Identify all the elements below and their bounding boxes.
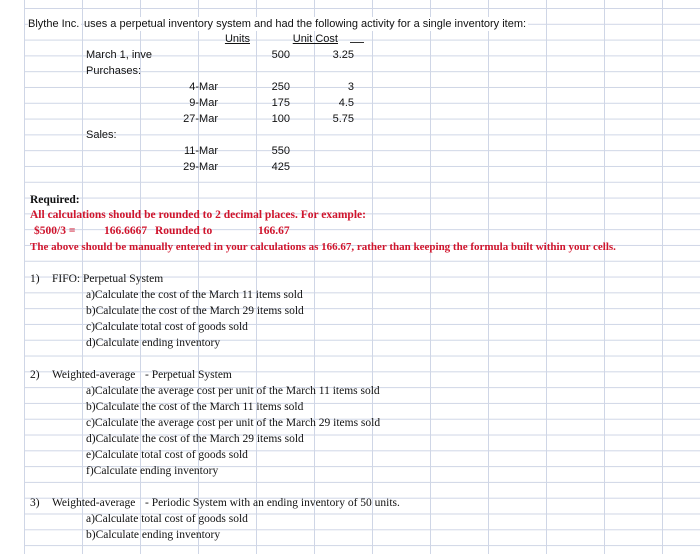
- q1-item[interactable]: a)Calculate the cost of the March 11 items sold: [86, 289, 303, 301]
- purchase-cost[interactable]: 3: [347, 81, 354, 93]
- q1-title[interactable]: FIFO: Perpetual System: [52, 273, 164, 285]
- q1-item[interactable]: c)Calculate total cost of goods sold: [86, 321, 248, 333]
- purchase-units[interactable]: 175: [271, 97, 290, 109]
- example-formula[interactable]: $500/3 =: [34, 225, 76, 237]
- sale-units[interactable]: 425: [271, 161, 290, 173]
- company-cell[interactable]: Blythe Inc.: [28, 18, 80, 30]
- q2-number: 2): [30, 369, 40, 381]
- q2-item[interactable]: f)Calculate ending inventory: [86, 465, 219, 477]
- underline-mark: [350, 42, 364, 43]
- q3-item[interactable]: a)Calculate total cost of goods sold: [86, 513, 248, 525]
- sale-date[interactable]: 11-Mar: [183, 145, 218, 157]
- q2-item[interactable]: d)Calculate the cost of the March 29 items sold: [86, 433, 304, 445]
- example-rounded-value[interactable]: 166.67: [258, 225, 290, 237]
- q1-item[interactable]: b)Calculate the cost of the March 29 items sold: [86, 305, 304, 317]
- purchase-date[interactable]: 27-Mar: [183, 113, 218, 125]
- beginning-label[interactable]: March 1, inve: [86, 49, 153, 61]
- q3-item[interactable]: b)Calculate ending inventory: [86, 529, 221, 541]
- q2-item[interactable]: e)Calculate total cost of goods sold: [86, 449, 248, 461]
- beginning-units[interactable]: 500: [271, 49, 290, 61]
- rounding-note[interactable]: All calculations should be rounded to 2 decimal places. For example:: [30, 209, 366, 221]
- q1-item[interactable]: d)Calculate ending inventory: [86, 337, 221, 349]
- purchases-label[interactable]: Purchases:: [86, 65, 142, 77]
- q2-item[interactable]: c)Calculate the average cost per unit of the March 29 items sold: [86, 417, 381, 429]
- intro-text: uses a perpetual inventory system and had the following activity for a single inventory item:: [84, 18, 527, 30]
- q3-subtitle[interactable]: - Periodic System with an ending inventory of 50 units.: [145, 497, 400, 509]
- purchase-cost[interactable]: 4.5: [338, 97, 354, 109]
- beginning-cost[interactable]: 3.25: [332, 49, 354, 61]
- sale-units[interactable]: 550: [271, 145, 290, 157]
- q3-title[interactable]: Weighted-average: [52, 497, 136, 509]
- purchase-date[interactable]: 9-Mar: [189, 97, 218, 109]
- purchase-units[interactable]: 100: [271, 113, 290, 125]
- sale-date[interactable]: 29-Mar: [183, 161, 218, 173]
- q1-number: 1): [30, 273, 40, 285]
- units-header: Units: [224, 33, 250, 45]
- purchase-date[interactable]: 4-Mar: [189, 81, 218, 93]
- q2-item[interactable]: b)Calculate the cost of the March 11 items sold: [86, 401, 304, 413]
- required-title[interactable]: Required:: [30, 194, 80, 206]
- q2-item[interactable]: a)Calculate the average cost per unit of the March 11 items sold: [86, 385, 380, 397]
- q3-number: 3): [30, 497, 40, 509]
- sales-label[interactable]: Sales:: [86, 129, 117, 141]
- unit-cost-header: Unit Cost: [292, 33, 338, 45]
- manual-entry-note[interactable]: The above should be manually entered in your calculations as 166.67, rather than keeping the formula built within your cells.: [30, 241, 616, 253]
- example-rounded-label[interactable]: Rounded to: [155, 225, 213, 237]
- q2-title[interactable]: Weighted-average: [52, 369, 136, 381]
- purchase-cost[interactable]: 5.75: [332, 113, 354, 125]
- purchase-units[interactable]: 250: [271, 81, 290, 93]
- example-raw-value[interactable]: 166.6667: [104, 225, 148, 237]
- q2-subtitle[interactable]: - Perpetual System: [145, 369, 232, 381]
